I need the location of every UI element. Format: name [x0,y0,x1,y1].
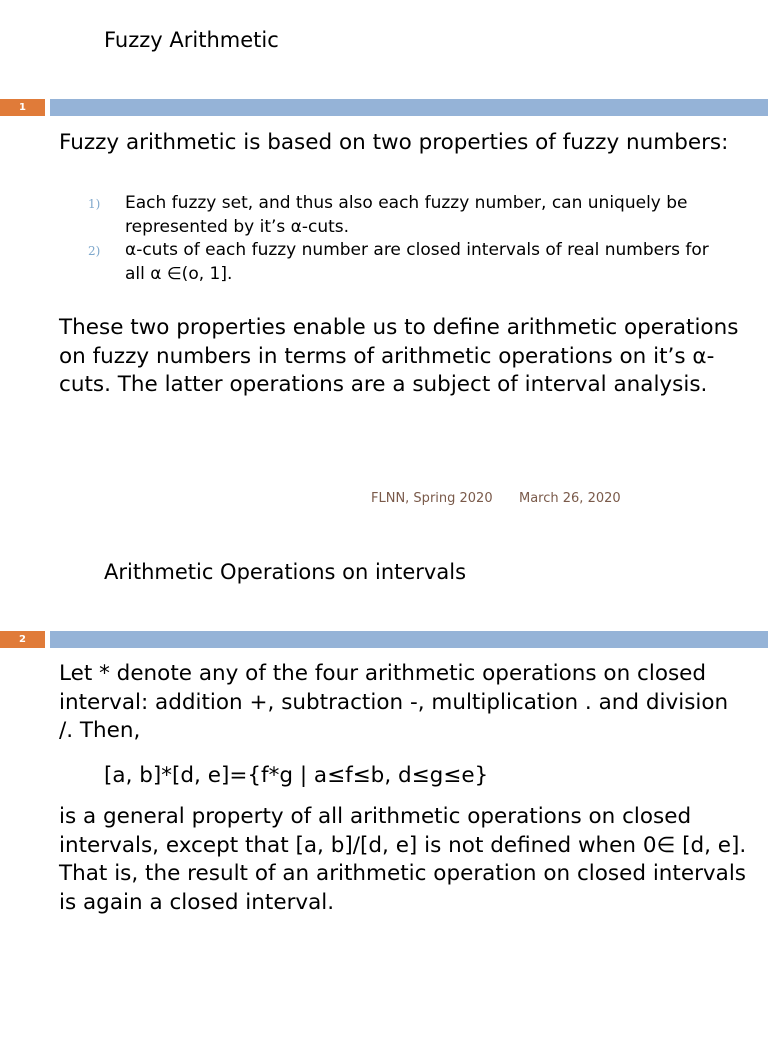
body-paragraph: These two properties enable us to define arithmetic operations on fuzzy numbers in terms of arithmetic operations on it’s α-cuts. The latter operations are a subject of interval analysis. [59,315,739,397]
slide-title: Arithmetic Operations on intervals [104,560,467,584]
slide-number-badge: 1 [0,99,45,116]
list-item-text: α-cuts of each fuzzy number are closed intervals of real numbers for all α ∈(o, 1]. [125,240,709,284]
intro-text: Fuzzy arithmetic is based on two properties of fuzzy numbers: [59,130,729,155]
slide-2 [0,531,768,1043]
property-list [88,192,728,286]
body-paragraph-2: is a general property of all arithmetic operations on closed intervals, except that [a, b]/[d, e] is not defined when 0∈ [d, e]. That is, the result of an arithmetic operation on closed intervals is again a closed interval. [59,804,747,915]
slide-1 [0,0,768,512]
header-bar [50,631,768,648]
slide-title: Fuzzy Arithmetic [104,28,279,52]
list-marker: 1) [88,197,101,211]
body-paragraph: Let * denote any of the four arithmetic operations on closed interval: addition +, subtraction -, multiplication . and division /. Then, [59,661,729,743]
header-bar [50,99,768,116]
footer-date: March 26, 2020 [519,491,621,506]
list-item [88,192,728,239]
list-item [88,239,728,286]
list-marker: 2) [88,244,101,258]
list-item-text: Each fuzzy set, and thus also each fuzzy number, can uniquely be represented by it’s α-cuts. [125,193,688,237]
footer-course: FLNN, Spring 2020 [371,491,493,506]
slide-number-badge: 2 [0,631,45,648]
interval-formula: [a, b]*[d, e]={f*g | a≤f≤b, d≤g≤e} [104,763,489,788]
